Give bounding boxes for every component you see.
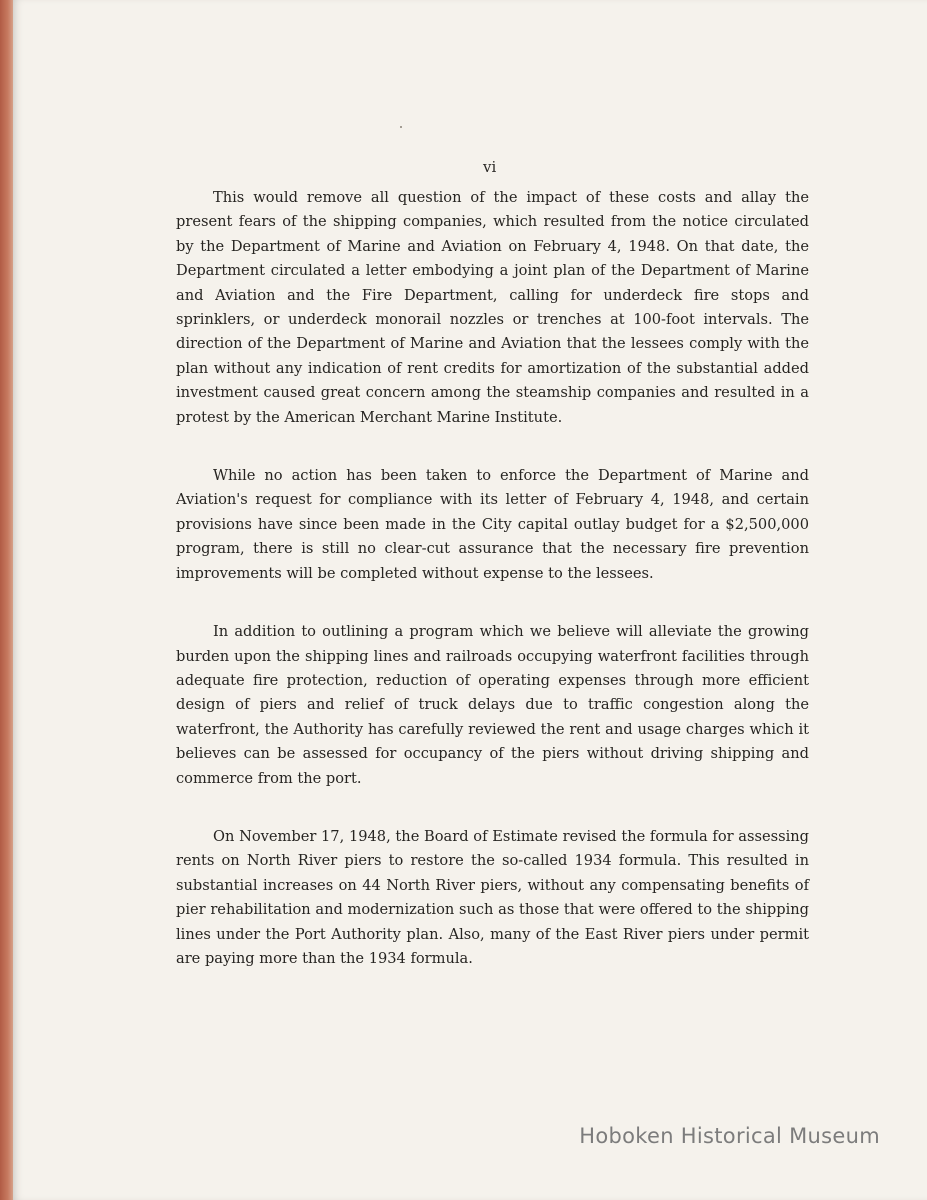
paragraph-1: This would remove all question of the impact of these costs and allay the present fears of the shipping companies, which resulted from the notice circulated by the Department of Marine and Aviation on February 4, 1948. On that date, the Department circulated a letter embodying a joint plan of the Department of Marine and Aviation and the Fire Department, calling for underdeck fire stops and sprinklers, or underdeck monorail nozzles or trenches at 100-foot intervals. The direction of the Department of Marine and Aviation that the lessees comply with the plan without any indication of rent credits for amortization of the substantial added investment caused great concern among the steamship companies and resulted in a protest by the American Merchant Marine Institute. <box>176 189 809 426</box>
body-text <box>176 186 809 1005</box>
page-number: vi <box>483 158 497 176</box>
museum-watermark: Hoboken Historical Museum <box>579 1124 880 1148</box>
paragraph-3: In addition to outlining a program which we believe will alleviate the growing burden upon the shipping lines and railroads occupying waterfront facilities through adequate fire protection, reduction of operating expenses through more efficient design of piers and relief of truck delays due to traffic congestion along the waterfront, the Authority has carefully reviewed the rent and usage charges which it believes can be assessed for occupancy of the piers without driving shipping and commerce from the port. <box>176 623 809 787</box>
paragraph-2: While no action has been taken to enforce the Department of Marine and Aviation's request for compliance with its letter of February 4, 1948, and certain provisions have since been made in the City capital outlay budget for a $2,500,000 program, there is still no clear-cut assurance that the necessary fire prevention improvements will be completed without expense to the lessees. <box>176 467 809 582</box>
paragraph-4: On November 17, 1948, the Board of Estimate revised the formula for assessing rents on North River piers to restore the so-called 1934 formula. This resulted in substantial increases on 44 North River piers, without any compensating benefits of pier rehabilitation and modernization such as those that were offered to the shipping lines under the Port Authority plan. Also, many of the East River piers under permit are paying more than the 1934 formula. <box>176 827 809 967</box>
document-page <box>13 0 927 1200</box>
binding-edge <box>0 0 13 1200</box>
paper-speck <box>400 126 402 128</box>
